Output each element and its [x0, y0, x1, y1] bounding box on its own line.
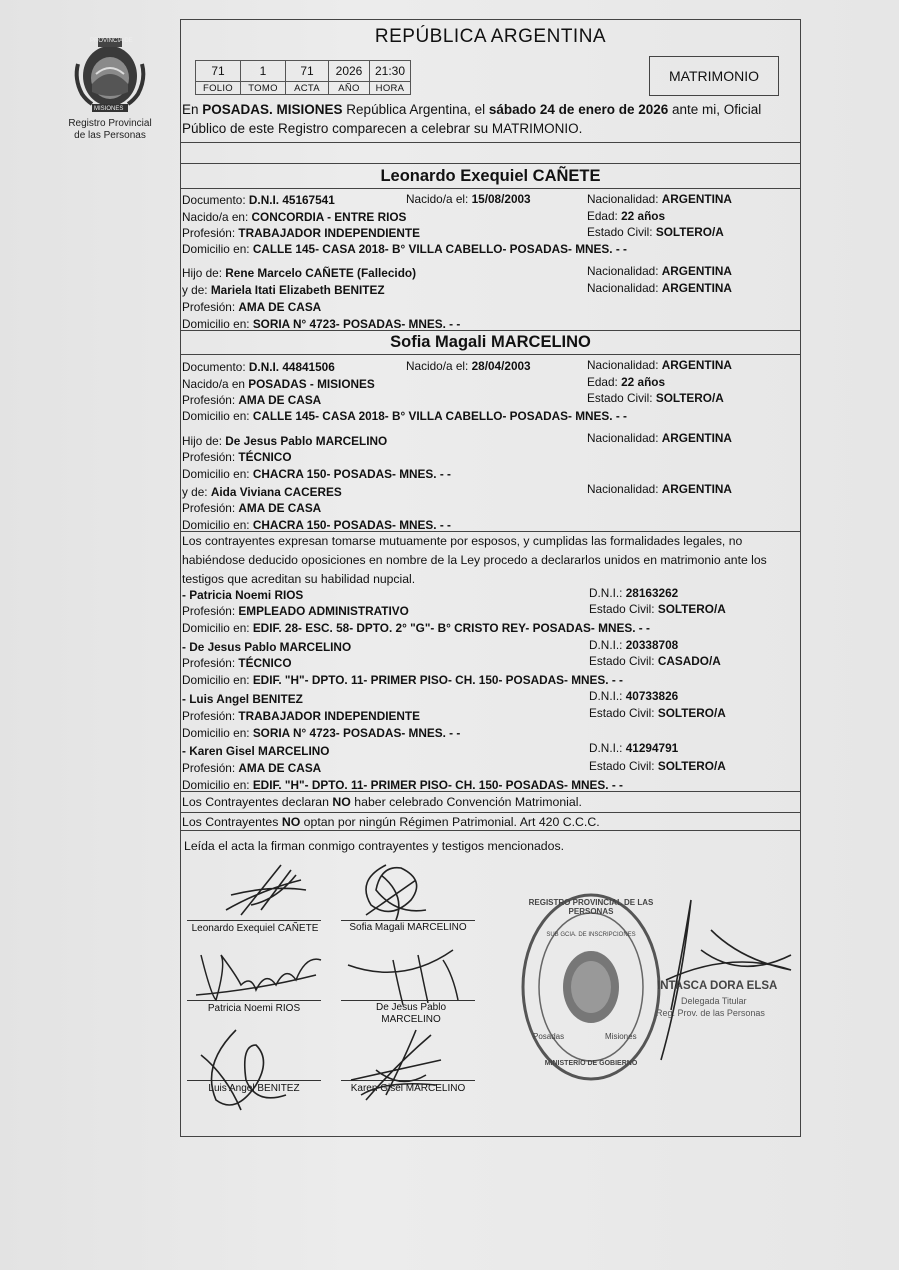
signature-line: [187, 920, 321, 921]
tomo-label: TOMO: [241, 82, 286, 95]
seal-inner-text: SUB GCIA. DE INSCRIPCIONES: [546, 932, 636, 938]
bride-address: Domicilio en: CALLE 145- CASA 2018- B° VILLA CABELLO- POSADAS- MNES. - -: [182, 409, 627, 423]
groom-father: Hijo de: Rene Marcelo CAÑETE (Fallecido): [182, 266, 417, 280]
country-title: REPÚBLICA ARGENTINA: [374, 26, 607, 47]
groom-mother-profession: Profesión: AMA DE CASA: [182, 300, 322, 314]
bride-birthplace: Nacido/a en POSADAS - MISIONES: [182, 377, 375, 391]
intro-paragraph: En POSADAS. MISIONES República Argentina, el sábado 24 de enero de 2026 ante mi, Oficial Público de este Registro comparecen a celebrar su MATRIMONIO.: [182, 102, 762, 136]
divider: [181, 830, 800, 831]
bride-father-profession: Profesión: TÉCNICO: [182, 450, 292, 464]
act-type-box: MATRIMONIO: [649, 56, 779, 96]
groom-mother: y de: Mariela Itati Elizabeth BENITEZ: [182, 283, 385, 297]
groom-mother-nationality: Nacionalidad: ARGENTINA: [587, 281, 732, 295]
intro-place: POSADAS. MISIONES: [202, 102, 343, 117]
closing-statement: Leída el acta la firman conmigo contrayentes y testigos mencionados.: [184, 839, 565, 853]
seal-top-text: PROVINCIA DE: [90, 38, 133, 44]
bride-profession: Profesión: AMA DE CASA: [182, 393, 322, 407]
groom-parents-address: Domicilio en: SORIA N° 4723- POSADAS- MNES. - -: [182, 317, 461, 331]
acta-value: 71: [286, 61, 329, 82]
official-seal-icon: [521, 892, 661, 1082]
groom-documento: Documento: D.N.I. 45167541: [182, 193, 335, 207]
witness4-signature-name: Karen Gisel MARCELINO: [350, 1083, 466, 1094]
bride-name: Sofia Magali MARCELINO: [390, 333, 591, 351]
groom-birthdate: Nacido/a el: 15/08/2003: [406, 192, 531, 206]
bride-signature-name: Sofia Magali MARCELINO: [349, 922, 467, 933]
seal-city1: Posadas: [533, 1032, 565, 1041]
folio-label: FOLIO: [196, 82, 241, 95]
witness-civil-status: Estado Civil: SOLTERO/A: [589, 602, 726, 616]
bride-age: Edad: 22 años: [587, 375, 666, 389]
groom-signature-name: Leonardo Exequiel CAÑETE: [191, 923, 319, 934]
bride-documento: Documento: D.N.I. 44841506: [182, 360, 335, 374]
bride-father-nationality: Nacionalidad: ARGENTINA: [587, 431, 732, 445]
bride-birthdate: Nacido/a el: 28/04/2003: [406, 359, 531, 373]
witness3-signature-icon: [196, 1025, 306, 1115]
witness-profession: Profesión: EMPLEADO ADMINISTRATIVO: [182, 604, 409, 618]
official-stamp-role2: Reg. Prov. de las Personas: [656, 1008, 765, 1018]
witness-name: - Luis Angel BENITEZ: [182, 692, 303, 706]
witness-civil-status: Estado Civil: SOLTERO/A: [589, 706, 726, 720]
groom-profession: Profesión: TRABAJADOR INDEPENDIENTE: [182, 226, 420, 240]
witness1-signature-name: Patricia Noemi RIOS: [207, 1003, 301, 1014]
groom-birthplace: Nacido/a en: CONCORDIA - ENTRE RIOS: [182, 210, 407, 224]
bride-mother-nationality: Nacionalidad: ARGENTINA: [587, 482, 732, 496]
groom-address: Domicilio en: CALLE 145- CASA 2018- B° VILLA CABELLO- POSADAS- MNES. - -: [182, 242, 627, 256]
logo-caption: [62, 118, 158, 142]
witness4-signature-icon: [346, 1025, 446, 1105]
groom-signature-icon: [221, 860, 311, 920]
bride-nationality: Nacionalidad: ARGENTINA: [587, 358, 732, 372]
witness1-signature-icon: [196, 945, 326, 1005]
registry-logo: [62, 34, 158, 142]
folio-value: 71: [196, 61, 241, 82]
witness-address: Domicilio en: SORIA N° 4723- POSADAS- MNES. - -: [182, 726, 461, 740]
witness-dni: D.N.I.: 41294791: [589, 741, 679, 755]
hora-value: 21:30: [370, 61, 411, 82]
registry-table: [195, 60, 411, 95]
witness-profession: Profesión: TÉCNICO: [182, 656, 292, 670]
caption-line2: de las Personas: [74, 130, 146, 141]
bride-father-address: Domicilio en: CHACRA 150- POSADAS- MNES. - -: [182, 467, 451, 481]
groom-civil-status: Estado Civil: SOLTERO/A: [587, 225, 724, 239]
divider: [181, 142, 800, 143]
official-stamp-name: INTASCA DORA ELSA: [657, 980, 778, 992]
witness-name: - Karen Gisel MARCELINO: [182, 744, 330, 758]
province-seal-icon: [70, 34, 150, 114]
divider: [181, 791, 800, 792]
divider: [181, 163, 800, 164]
divider: [181, 812, 800, 813]
declaration-text: Los contrayentes expresan tomarse mutuamente por esposos, y cumplidas las formalidades legales, no habiéndose deducido oposiciones en nombre de la Ley procedo a declararlos unidos en matrimonio ante los testigos que acreditan su habilidad nupcial.: [182, 534, 767, 586]
witness-profession: Profesión: AMA DE CASA: [182, 761, 322, 775]
convention-statement: Los Contrayentes declaran NO haber celebrado Convención Matrimonial.: [182, 795, 582, 809]
groom-name: Leonardo Exequiel CAÑETE: [380, 167, 601, 185]
hora-label: HORA: [370, 82, 411, 95]
bride-mother-address: Domicilio en: CHACRA 150- POSADAS- MNES. - -: [182, 518, 451, 532]
divider: [181, 354, 800, 355]
bride-mother-profession: Profesión: AMA DE CASA: [182, 501, 322, 515]
groom-age: Edad: 22 años: [587, 209, 666, 223]
official-stamp-role1: Delegada Titular: [681, 996, 747, 1006]
witness-address: Domicilio en: EDIF. "H"- DPTO. 11- PRIMER PISO- CH. 150- POSADAS- MNES. - -: [182, 673, 623, 687]
witness2-signature-name: De Jesus Pablo MARCELINO: [375, 1002, 447, 1025]
bride-signature-icon: [346, 860, 436, 925]
groom-nationality: Nacionalidad: ARGENTINA: [587, 192, 732, 206]
seal-bottom-text: MINISTERIO DE GOBIERNO: [544, 1060, 638, 1067]
witness-civil-status: Estado Civil: SOLTERO/A: [589, 759, 726, 773]
acta-label: ACTA: [286, 82, 329, 95]
witness-name: - Patricia Noemi RIOS: [182, 588, 304, 602]
witness3-signature-name: Luis Angel BENITEZ: [208, 1083, 300, 1094]
bride-father: Hijo de: De Jesus Pablo MARCELINO: [182, 434, 388, 448]
intro-date: sábado 24 de enero de 2026: [488, 102, 669, 117]
witness-address: Domicilio en: EDIF. "H"- DPTO. 11- PRIMER PISO- CH. 150- POSADAS- MNES. - -: [182, 778, 623, 792]
witness-dni: D.N.I.: 28163262: [589, 586, 679, 600]
witness-name: - De Jesus Pablo MARCELINO: [182, 640, 352, 654]
official-seal: [521, 892, 661, 1082]
groom-father-nationality: Nacionalidad: ARGENTINA: [587, 264, 732, 278]
bride-civil-status: Estado Civil: SOLTERO/A: [587, 391, 724, 405]
tomo-value: 1: [241, 61, 286, 82]
seal-ring-text: REGISTRO PROVINCIAL DE LAS PERSONAS: [528, 898, 654, 916]
divider: [181, 330, 800, 331]
witness-profession: Profesión: TRABAJADOR INDEPENDIENTE: [182, 709, 420, 723]
seal-city2: Misiones: [605, 1032, 637, 1041]
marriage-certificate: [180, 19, 801, 1137]
witness-civil-status: Estado Civil: CASADO/A: [589, 654, 721, 668]
witness-address: Domicilio en: EDIF. 28- ESC. 58- DPTO. 2° "G"- B° CRISTO REY- POSADAS- MNES. - -: [182, 621, 650, 635]
seal-bottom-text: MISIONES: [94, 106, 124, 112]
witness-dni: D.N.I.: 20338708: [589, 638, 679, 652]
bride-mother: y de: Aida Viviana CACERES: [182, 485, 342, 499]
witness-dni: D.N.I.: 40733826: [589, 689, 679, 703]
anio-label: AÑO: [329, 82, 370, 95]
caption-line1: Registro Provincial: [68, 118, 152, 129]
divider: [181, 188, 800, 189]
anio-value: 2026: [329, 61, 370, 82]
regime-statement: Los Contrayentes NO optan por ningún Régimen Patrimonial. Art 420 C.C.C.: [182, 815, 600, 829]
witness2-signature-icon: [343, 945, 473, 1005]
